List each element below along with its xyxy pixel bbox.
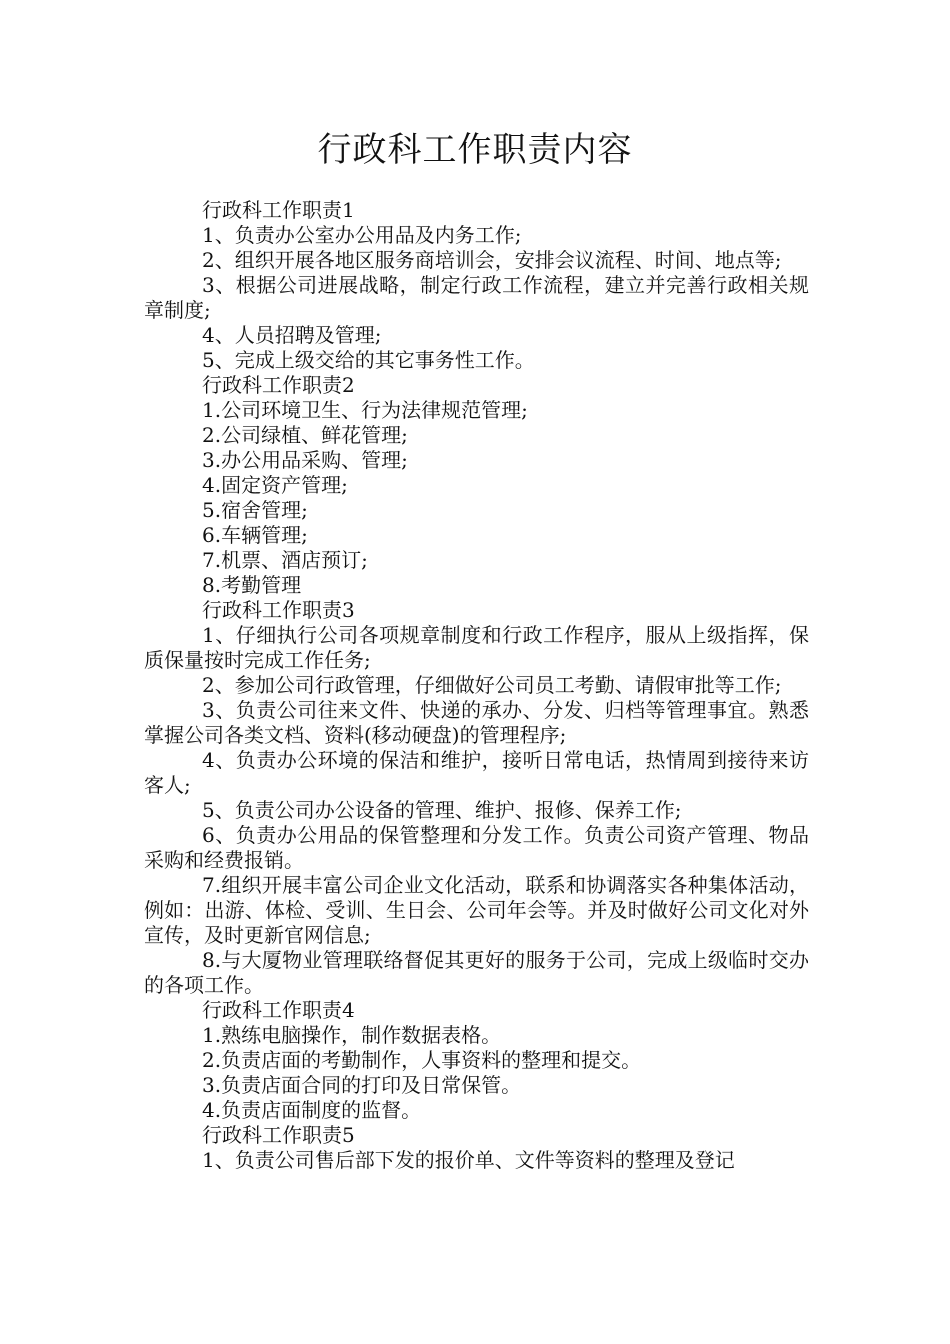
section-heading: 行政科工作职责3: [202, 598, 355, 622]
section-heading: 行政科工作职责2: [202, 373, 355, 397]
paragraph: 4.固定资产管理;: [202, 473, 348, 497]
section-heading: 行政科工作职责4: [202, 998, 355, 1022]
paragraph: 4.负责店面制度的监督。: [202, 1098, 422, 1122]
paragraph: 2、组织开展各地区服务商培训会，安排会议流程、时间、地点等;: [202, 248, 782, 272]
paragraph: 5、负责公司办公设备的管理、维护、报修、保养工作;: [202, 798, 682, 822]
paragraph: 3、根据公司进展战略，制定行政工作流程，建立并完善行政相关规章制度;: [144, 273, 809, 322]
paragraph: 1.熟练电脑操作，制作数据表格。: [202, 1023, 502, 1047]
document-body: [144, 198, 809, 1173]
paragraph: 3.办公用品采购、管理;: [202, 448, 408, 472]
paragraph: 8.考勤管理: [202, 573, 302, 597]
paragraph: 7.机票、酒店预订;: [202, 548, 368, 572]
paragraph: 4、负责办公环境的保洁和维护，接听日常电话，热情周到接待来访客人;: [144, 748, 809, 797]
paragraph: 3.负责店面合同的打印及日常保管。: [202, 1073, 522, 1097]
paragraph: 2、参加公司行政管理，仔细做好公司员工考勤、请假审批等工作;: [202, 673, 782, 697]
paragraph: 5.宿舍管理;: [202, 498, 308, 522]
paragraph: 4、人员招聘及管理;: [202, 323, 382, 347]
section-heading: 行政科工作职责5: [202, 1123, 355, 1147]
paragraph: 8.与大厦物业管理联络督促其更好的服务于公司，完成上级临时交办的各项工作。: [144, 948, 809, 997]
paragraph: 6.车辆管理;: [202, 523, 308, 547]
paragraph: 1.公司环境卫生、行为法律规范管理;: [202, 398, 528, 422]
paragraph: 1、仔细执行公司各项规章制度和行政工作程序，服从上级指挥，保质保量按时完成工作任务;: [144, 623, 809, 672]
paragraph: 3、负责公司往来文件、快递的承办、分发、归档等管理事宜。熟悉掌握公司各类文档、资料(移动硬盘)的管理程序;: [144, 698, 809, 747]
paragraph: 2.公司绿植、鲜花管理;: [202, 423, 408, 447]
paragraph: 1、负责办公室办公用品及内务工作;: [202, 223, 522, 247]
paragraph: 5、完成上级交给的其它事务性工作。: [202, 348, 535, 372]
paragraph: 6、负责办公用品的保管整理和分发工作。负责公司资产管理、物品采购和经费报销。: [144, 823, 809, 872]
document-title: 行政科工作职责内容: [317, 130, 633, 170]
paragraph: 1、负责公司售后部下发的报价单、文件等资料的整理及登记: [202, 1148, 735, 1172]
paragraph: 7.组织开展丰富公司企业文化活动，联系和协调落实各种集体活动，例如：出游、体检、受训、生日会、公司年会等。并及时做好公司文化对外宣传，及时更新官网信息;: [144, 873, 809, 947]
paragraph: 2.负责店面的考勤制作，人事资料的整理和提交。: [202, 1048, 642, 1072]
section-heading: 行政科工作职责1: [202, 198, 355, 222]
